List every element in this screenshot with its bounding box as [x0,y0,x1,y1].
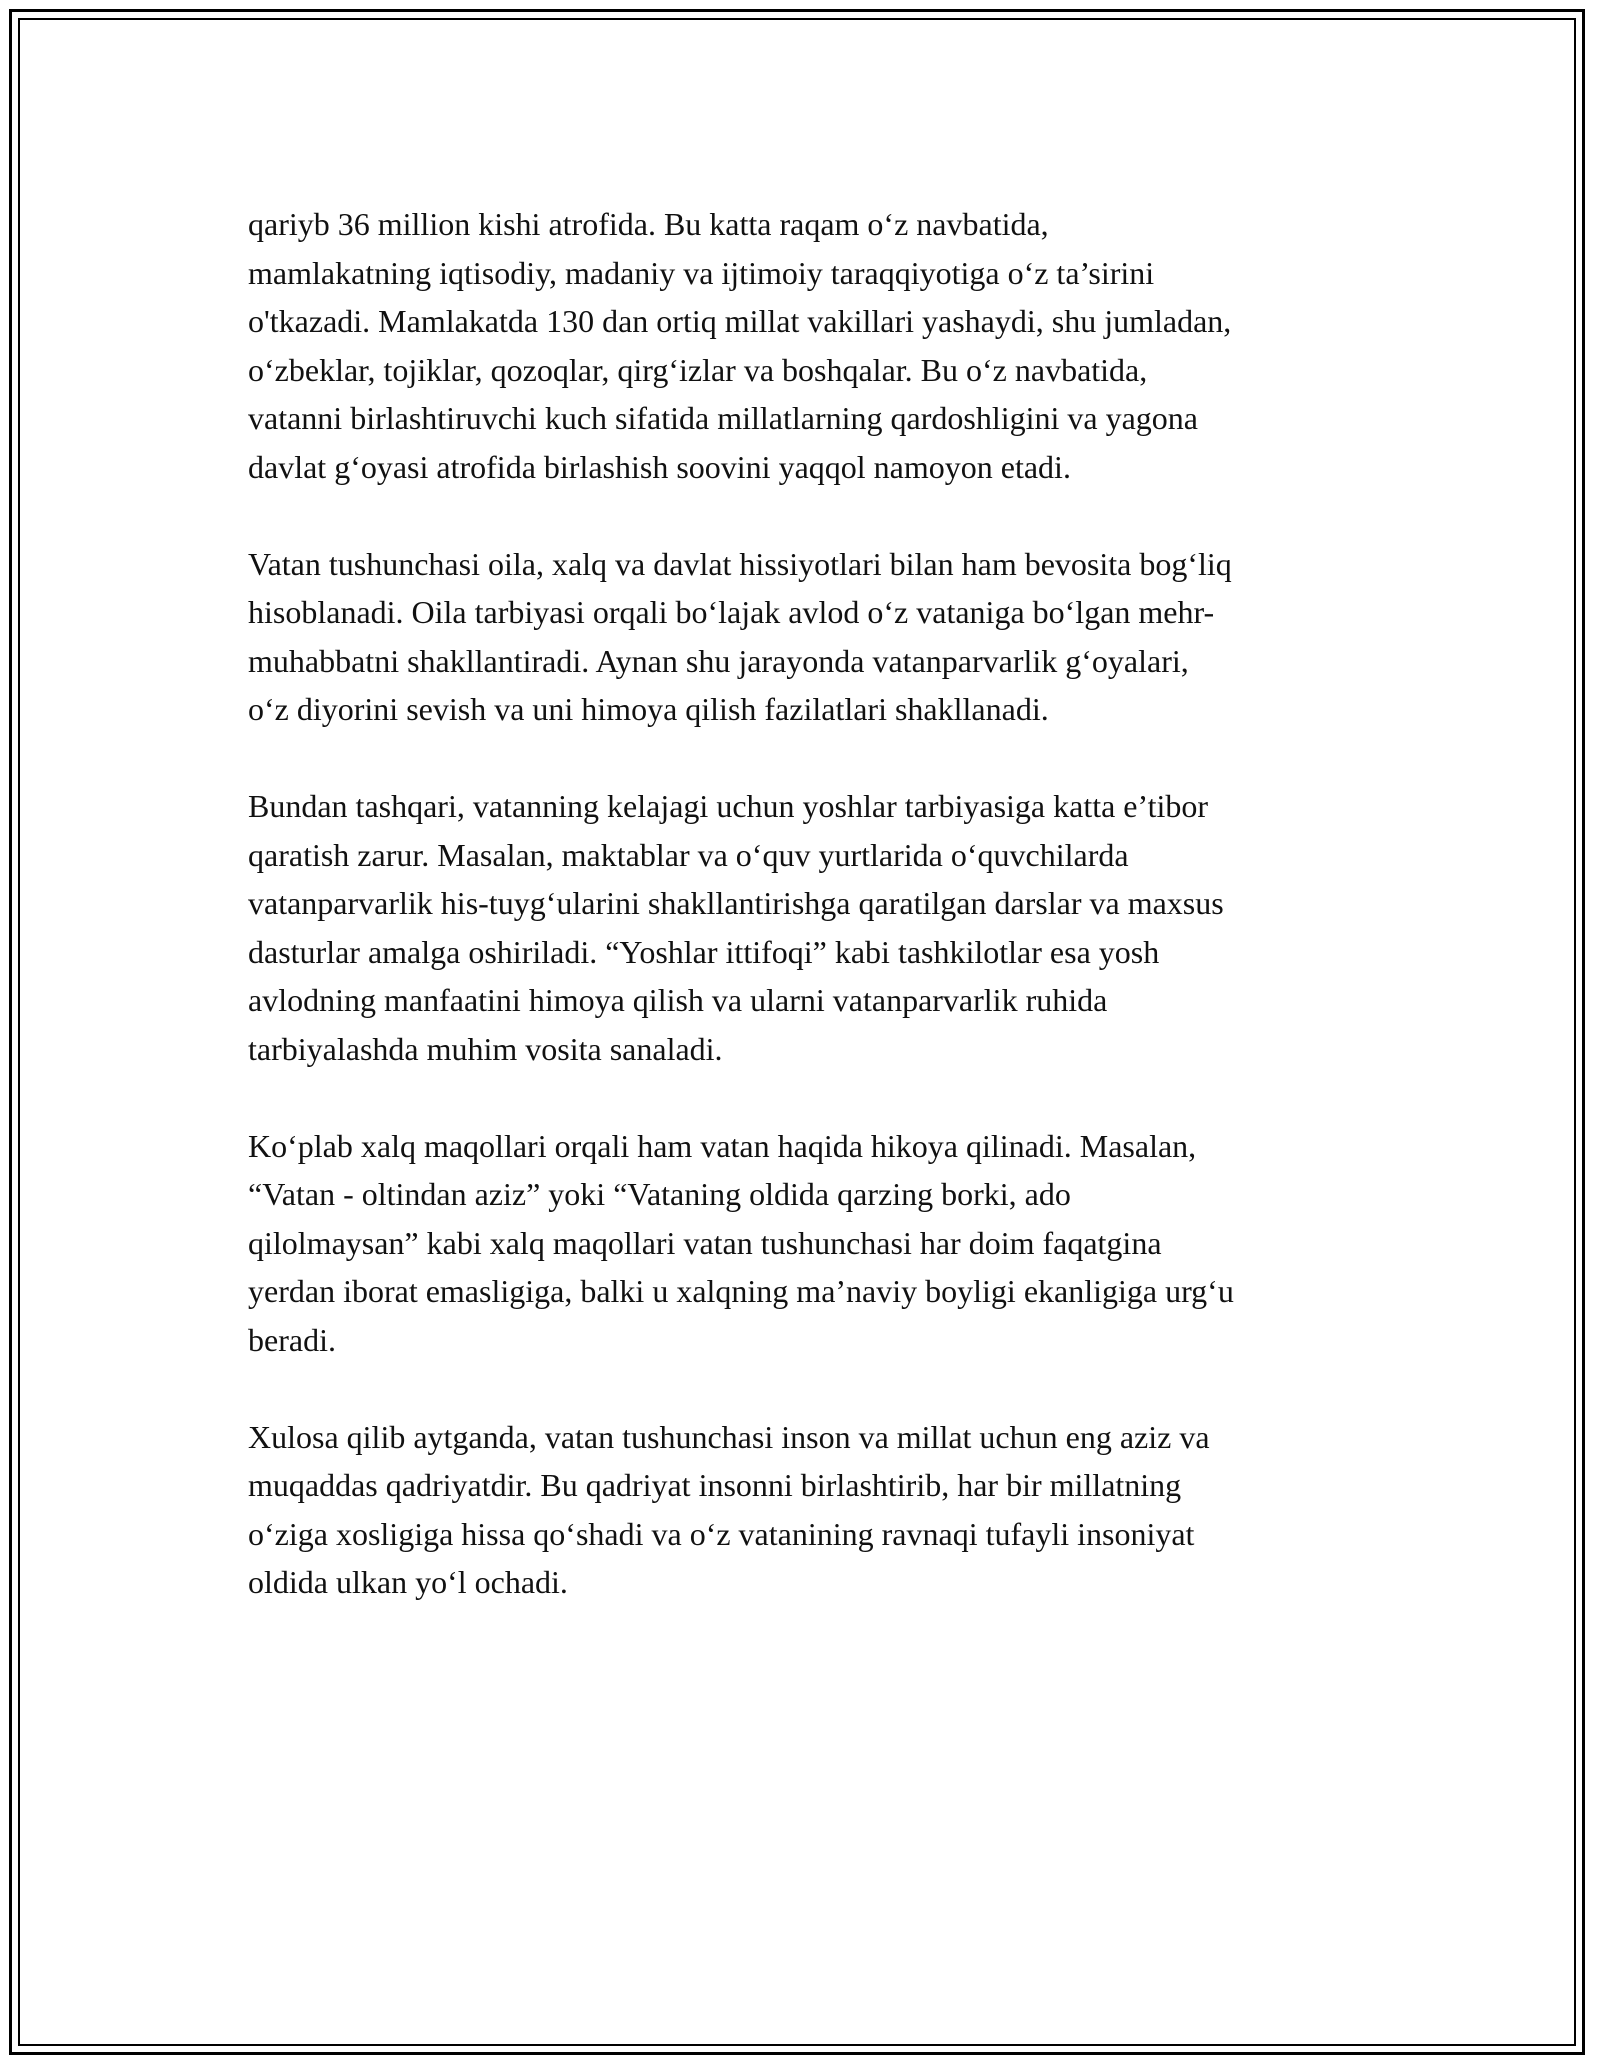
text-line: muqaddas qadriyatdir. Bu qadriyat insonni birlashtirib, har bir millatning [248,1467,1182,1503]
text-line: davlat g‘oyasi atrofida birlashish soovini yaqqol namoyon etadi. [248,448,1071,485]
text-line: o'tkazadi. Mamlakatda 130 dan ortiq millat vakillari yashaydi, shu jumladan, [248,303,1232,339]
text-line: muhabbatni shakllantiradi. Aynan shu jarayonda vatanparvarlik g‘oyalari, [248,642,1189,679]
text-line: vatanni birlashtiruvchi kuch sifatida millatlarning qardoshligini va yagona [248,400,1198,436]
text-line: o‘ziga xosligiga hissa qo‘shadi va o‘z vatanining ravnaqi tufayli insoniyat [248,1515,1195,1552]
text-line: Bundan tashqari, vatanning kelajagi uchun yoshlar tarbiyasiga katta e’tibor [248,788,1209,824]
text-line: oldida ulkan yo‘l ochadi. [248,1564,568,1600]
text-line: o‘z diyorini sevish va uni himoya qilish fazilatlari shakllanadi. [248,691,1049,727]
text-line: Vatan tushunchasi oila, xalq va davlat hissiyotlari bilan ham bevosita bog‘liq [248,545,1232,582]
text-line: Ko‘plab xalq maqollari orqali ham vatan haqida hikoya qilinadi. Masalan, [248,1127,1197,1164]
text-line: o‘zbeklar, tojiklar, qozoqlar, qirg‘izlar va boshqalar. Bu o‘z navbatida, [248,351,1148,388]
paragraph-4 [248,1122,1398,1365]
page-frame [9,9,1585,2055]
text-line: qilolmaysan” kabi xalq maqollari vatan tushunchasi har doim faqatgina [248,1224,1162,1261]
text-line: tarbiyalashda muhim vosita sanaladi. [248,1030,723,1067]
text-line: hisoblanadi. Oila tarbiyasi orqali bo‘lajak avlod o‘z vataniga bo‘lgan mehr- [248,594,1215,630]
text-line: vatanparvarlik his-tuyg‘ularini shakllantirishga qaratilgan darslar va maxsus [248,885,1224,921]
text-line: qaratish zarur. Masalan, maktablar va o‘quv yurtlarida o‘quvchilarda [248,836,1129,873]
text-line: dasturlar amalga oshiriladi. “Yoshlar ittifoqi” kabi tashkilotlar esa yosh [248,933,1160,970]
paragraph-3 [248,782,1398,1073]
paragraph-1 [248,200,1398,491]
text-line: Xulosa qilib aytganda, vatan tushunchasi inson va millat uchun eng aziz va [248,1418,1210,1455]
text-line: “Vatan - oltindan aziz” yoki “Vataning oldida qarzing borki, ado [248,1176,1071,1212]
text-line: qariyb 36 million kishi atrofida. Bu katta raqam o‘z navbatida, [248,206,1049,242]
text-line: mamlakatning iqtisodiy, madaniy va ijtimoiy taraqqiyotiga o‘z ta’sirini [248,254,1155,291]
text-line: beradi. [248,1321,336,1358]
text-line: avlodning manfaatini himoya qilish va ularni vatanparvarlik ruhida [248,982,1108,1018]
document-body [248,200,1398,1655]
paragraph-5 [248,1413,1398,1607]
paragraph-2 [248,540,1398,734]
text-line: yerdan iborat emasligiga, balki u xalqning ma’naviy boyligi ekanligiga urg‘u [248,1273,1234,1309]
